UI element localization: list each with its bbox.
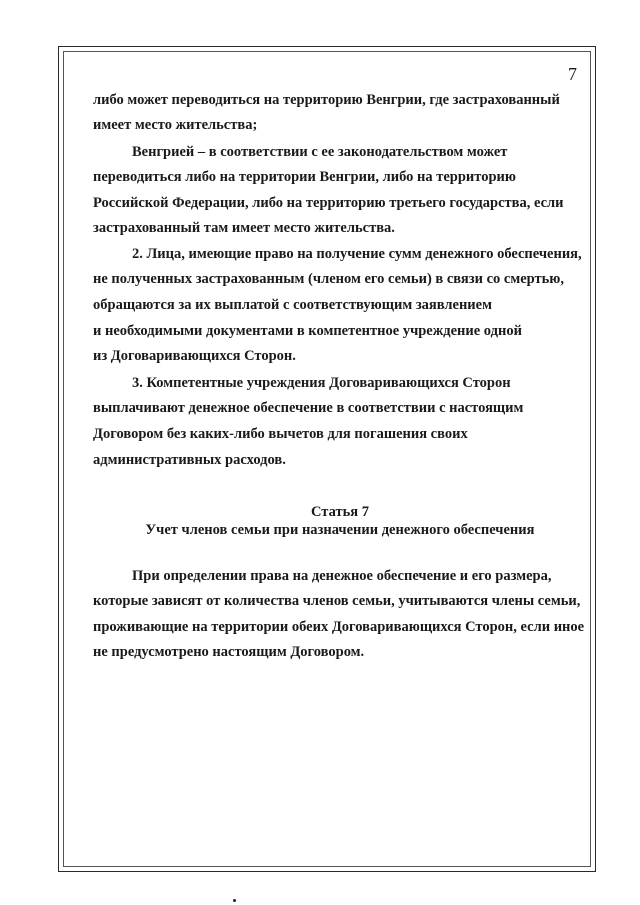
text-line: административных расходов.: [93, 452, 286, 468]
text-line: не полученных застрахованным (членом его семьи) в связи со смертью,: [93, 271, 565, 287]
text-line: Российской Федерации, либо на территорию третьего государства, если: [93, 195, 564, 211]
text-line: либо может переводиться на территорию Венгрии, где застрахованный: [93, 92, 560, 108]
page-number: 7: [568, 64, 577, 84]
text-line: проживающие на территории обеих Договаривающихся Сторон, если иное: [93, 619, 585, 635]
text-line: Договором без каких-либо вычетов для погашения своих: [93, 426, 468, 442]
text-line: обращаются за их выплатой с соответствующим заявлением: [93, 297, 492, 313]
text-line: и необходимыми документами в компетентное учреждение одной: [93, 323, 522, 339]
scan-speck: [233, 899, 236, 902]
text-line: переводиться либо на территории Венгрии, либо на территорию: [93, 169, 516, 185]
text-line: из Договаривающихся Сторон.: [93, 348, 296, 364]
text-line: При определении права на денежное обеспечение и его размера,: [132, 568, 552, 584]
text-line: выплачивают денежное обеспечение в соответствии с настоящим: [93, 400, 524, 416]
text-line: 2. Лица, имеющие право на получение сумм денежного обеспечения,: [132, 246, 582, 262]
text-line: не предусмотрено настоящим Договором.: [93, 644, 365, 660]
article-number: Статья 7: [311, 504, 369, 520]
article-title: Учет членов семьи при назначении денежного обеспечения: [145, 522, 535, 538]
text-line: имеет место жительства;: [93, 117, 258, 133]
text-line: Венгрией – в соответствии с ее законодательством может: [132, 144, 508, 160]
text-line: 3. Компетентные учреждения Договаривающихся Сторон: [132, 375, 511, 391]
text-line: застрахованный там имеет место жительства.: [93, 220, 395, 236]
text-line: которые зависят от количества членов семьи, учитываются члены семьи,: [93, 593, 581, 609]
